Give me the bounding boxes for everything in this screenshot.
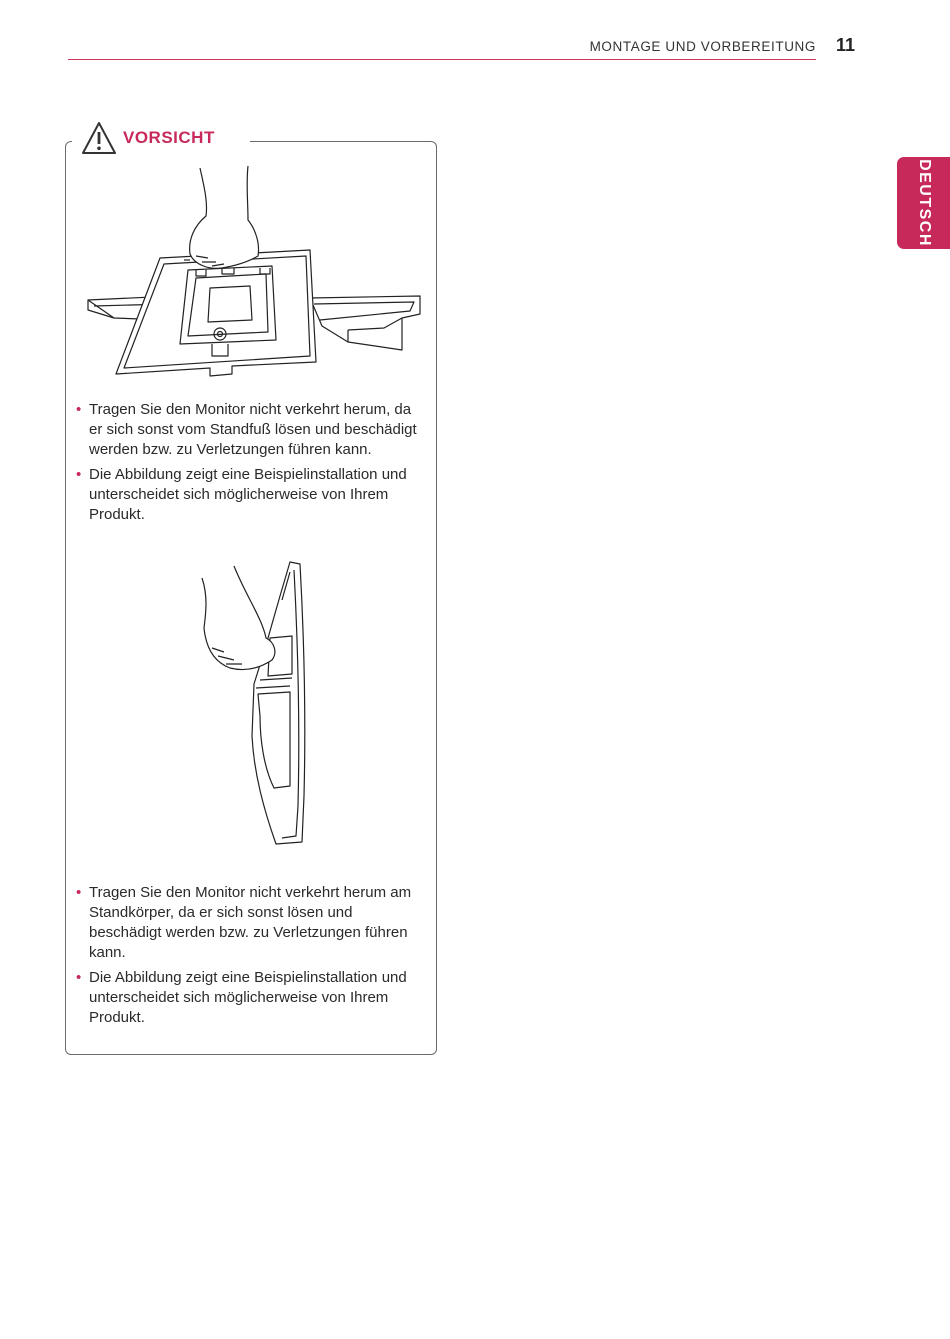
list-item: • Tragen Sie den Monitor nicht verkehrt herum am Standkörper, da er sich sonst lösen und beschädigt werden bzw. zu Verletzungen führen kann. (76, 884, 412, 961)
caution-bullets-1 (76, 400, 428, 530)
section-title: MONTAGE UND VORBEREITUNG (589, 39, 816, 54)
caution-bullets-2 (76, 883, 428, 1033)
list-item: • Die Abbildung zeigt eine Beispielinstallation und unterscheidet sich möglicherweise von Ihrem Produkt. (76, 969, 407, 1026)
caution-label: VORSICHT (123, 128, 215, 147)
language-tab (897, 157, 950, 249)
language-tab-label: DEUTSCH (915, 159, 933, 247)
list-item: • Tragen Sie den Monitor nicht verkehrt herum, da er sich sonst vom Standfuß lösen und beschädigt werden bzw. zu Verletzungen führen kann. (76, 401, 417, 458)
warning-triangle-icon (80, 120, 118, 156)
caution-heading (72, 120, 250, 160)
page-number: 11 (836, 35, 856, 55)
hand-holding-stand-base-illustration (84, 164, 424, 382)
hand-holding-stand-body-illustration (194, 556, 314, 852)
header-rule (68, 59, 816, 60)
list-item: • Die Abbildung zeigt eine Beispielinstallation und unterscheidet sich möglicherweise von Ihrem Produkt. (76, 466, 407, 523)
